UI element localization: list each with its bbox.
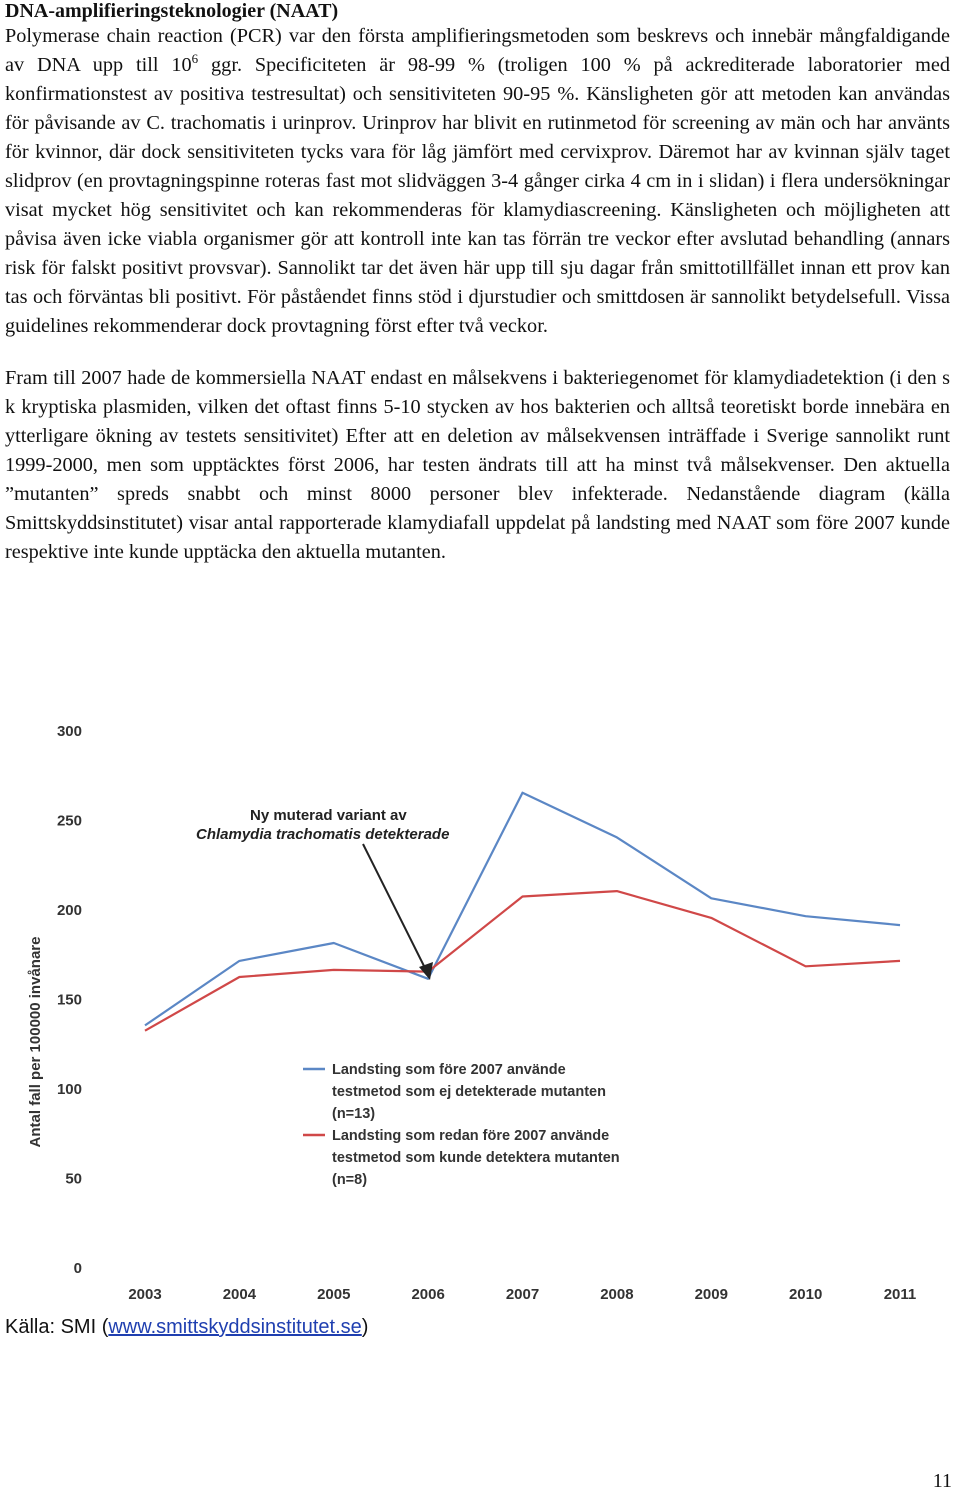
page-number: 11 [932, 1470, 952, 1492]
source-citation [5, 1316, 368, 1339]
x-tick-label-2010: 2010 [788, 1286, 823, 1303]
annotation-arrow [363, 844, 428, 974]
y-tick-label-0: 0 [73, 1260, 82, 1277]
x-tick-label-2003: 2003 [128, 1286, 162, 1303]
paragraph-pcr-part1: Polymerase chain reaction (PCR) var den första amplifieringsmetoden som beskrevs och innebär mångfaldigande av DNA upp till 10 [5, 25, 950, 76]
legend-entry-2-line-3: (n=8) [332, 1172, 368, 1188]
y-tick-label-150: 150 [56, 991, 82, 1009]
exponent: 6 [191, 51, 199, 67]
legend-entry-1-line-1: Landsting som före 2007 använde [332, 1062, 566, 1078]
chart-legend [303, 1062, 620, 1188]
y-tick-label-250: 250 [56, 812, 82, 830]
y-axis-label: Antal fall per 100000 invånare [27, 936, 44, 1148]
section-heading: DNA-amplifieringsteknologier (NAAT) [5, 0, 339, 22]
x-tick-label-2006: 2006 [411, 1286, 445, 1303]
x-axis [128, 1286, 916, 1303]
legend-entry-1-line-3: (n=13) [332, 1106, 376, 1122]
legend-entry-2-line-2: testmetod som kunde detektera mutanten [332, 1150, 620, 1166]
y-tick-label-200: 200 [56, 902, 82, 919]
mutant-annotation [196, 807, 449, 980]
chlamydia-line-chart [0, 712, 960, 1312]
paragraph-pcr [5, 22, 950, 341]
y-tick-label-50: 50 [65, 1170, 82, 1188]
x-tick-label-2009: 2009 [694, 1286, 728, 1303]
paragraph-naat-mutant: Fram till 2007 hade de kommersiella NAAT endast en målsekvens i bakteriegenomet för klamydiadetektion (i den s k kryptiska plasmiden, vilken det oftast finns 5-10 stycken av hos bakterien och alltså teoretiskt borde innebära en ytterligare ökning av testets sensitivitet) Efter att en deletion av målsekvensen inträffade i Sverige sannolikt runt 1999-2000, men som upptäcktes först 2006, har testen ändrats till att ha minst två målsekvenser. Den aktuella ”mutanten” spreds snabbt och minst 8000 personer blev infekterade. Nedanstående diagram (källa Smittskyddsinstitutet) visar antal rapporterade klamydiafall uppdelat på landsting med NAAT som före 2007 kunde respektive inte kunde upptäcka den aktuella mutanten. [5, 367, 950, 563]
y-tick-label-100: 100 [56, 1081, 82, 1098]
y-tick-label-300: 300 [56, 723, 82, 740]
legend-entry-2-line-1: Landsting som redan före 2007 använde [332, 1128, 610, 1144]
annotation-line-1: Ny muterad variant av [250, 807, 407, 824]
x-tick-label-2011: 2011 [883, 1286, 917, 1303]
legend-entry-1-line-2: testmetod som ej detekterade mutanten [332, 1084, 606, 1100]
source-link[interactable]: www.smittskyddsinstitutet.se [108, 1316, 362, 1338]
source-suffix: ) [361, 1316, 369, 1338]
x-tick-label-2007: 2007 [505, 1286, 540, 1303]
source-prefix: Källa: SMI ( [5, 1316, 109, 1338]
x-tick-label-2008: 2008 [600, 1286, 634, 1303]
annotation-line-2: Chlamydia trachomatis detekterade [196, 826, 450, 843]
x-tick-label-2005: 2005 [317, 1286, 351, 1303]
y-axis [57, 723, 82, 1277]
document-page [5, 0, 950, 567]
x-tick-label-2004: 2004 [222, 1286, 257, 1303]
paragraph-pcr-part2: ggr. Specificiteten är 98-99 % (troligen 100 % på ackrediterade laboratorier med konfirmationstest av positiva testresultat) och sensitiviteten 90-95 %. Känsligheten gör att metoden kan användas för påvisande av C. trachomatis i urinprov. Urinprov har blivit en rutinmetod för screening av män och har använts för kvinnor, där dock sensitiviteten tycks vara för låg jämfört med cervixprov. Däremot har av kvinnan själv taget slidprov (en provtagningspinne roteras fast mot slidväggen 3-4 gånger cirka 4 cm in i slidan) i flera undersökningar visat mycket hög sensitivitet och kan rekommenderas för klamydiascreening. Känsligheten och möjligheten att påvisa även icke viabla organismer gör att kontroll inte kan tas förrän tre veckor efter avslutad behandling (annars risk för falskt positivt provsvar). Sannolikt tar det även här upp till sju dagar från smittotillfället innan ett prov kan tas och förväntas bli positivt. För påståendet finns stöd i djurstudier och smittdosen är sannolikt betydelsefull. Vissa guidelines rekommenderar dock provtagning först efter två veckor. [5, 54, 950, 337]
